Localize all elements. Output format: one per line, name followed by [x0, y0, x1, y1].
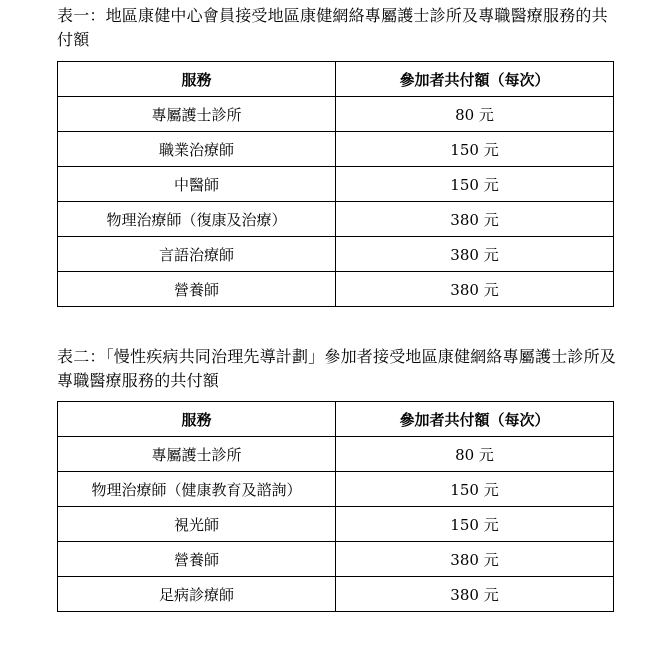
- table-row: [58, 472, 614, 507]
- service-cell: 足病診療師: [58, 577, 336, 612]
- service-cell: 職業治療師: [58, 132, 336, 167]
- copay-cell: 380 元: [336, 577, 614, 612]
- table1-header-row: [58, 62, 614, 97]
- table2-header-service: 服務: [58, 402, 336, 437]
- service-cell: 專屬護士診所: [58, 437, 336, 472]
- service-cell: 言語治療師: [58, 237, 336, 272]
- table-row: [58, 437, 614, 472]
- table-row: [58, 167, 614, 202]
- service-cell: 專屬護士診所: [58, 97, 336, 132]
- table-row: [58, 97, 614, 132]
- table2-caption: 表二：「慢性疾病共同治理先導計劃」參加者接受地區康健網絡專屬護士診所及專職醫療服務的共付額: [57, 347, 617, 390]
- copay-cell: 380 元: [336, 272, 614, 307]
- service-cell: 營養師: [58, 272, 336, 307]
- table1-header-copay: 參加者共付額（每次）: [336, 62, 614, 97]
- copay-cell: 380 元: [336, 542, 614, 577]
- table-row: [58, 202, 614, 237]
- table-row: [58, 237, 614, 272]
- copay-cell: 380 元: [336, 237, 614, 272]
- table-row: [58, 577, 614, 612]
- service-cell: 物理治療師（復康及治療）: [58, 202, 336, 237]
- copay-cell: 150 元: [336, 507, 614, 542]
- copay-cell: 380 元: [336, 202, 614, 237]
- table2-copayment-table: [57, 401, 614, 612]
- service-cell: 中醫師: [58, 167, 336, 202]
- copay-cell: 80 元: [336, 437, 614, 472]
- service-cell: 物理治療師（健康教育及諮詢）: [58, 472, 336, 507]
- service-cell: 視光師: [58, 507, 336, 542]
- table-row: [58, 272, 614, 307]
- table-row: [58, 132, 614, 167]
- service-cell: 營養師: [58, 542, 336, 577]
- table-row: [58, 542, 614, 577]
- table1-copayment-table: [57, 61, 614, 307]
- copay-cell: 150 元: [336, 132, 614, 167]
- table-row: [58, 507, 614, 542]
- copay-cell: 150 元: [336, 472, 614, 507]
- table2-header-row: [58, 402, 614, 437]
- table2-header-copay: 參加者共付額（每次）: [336, 402, 614, 437]
- copay-cell: 150 元: [336, 167, 614, 202]
- copay-cell: 80 元: [336, 97, 614, 132]
- table1-header-service: 服務: [58, 62, 336, 97]
- table1-caption: 表一：地區康健中心會員接受地區康健網絡專屬護士診所及專職醫療服務的共付額: [57, 6, 608, 49]
